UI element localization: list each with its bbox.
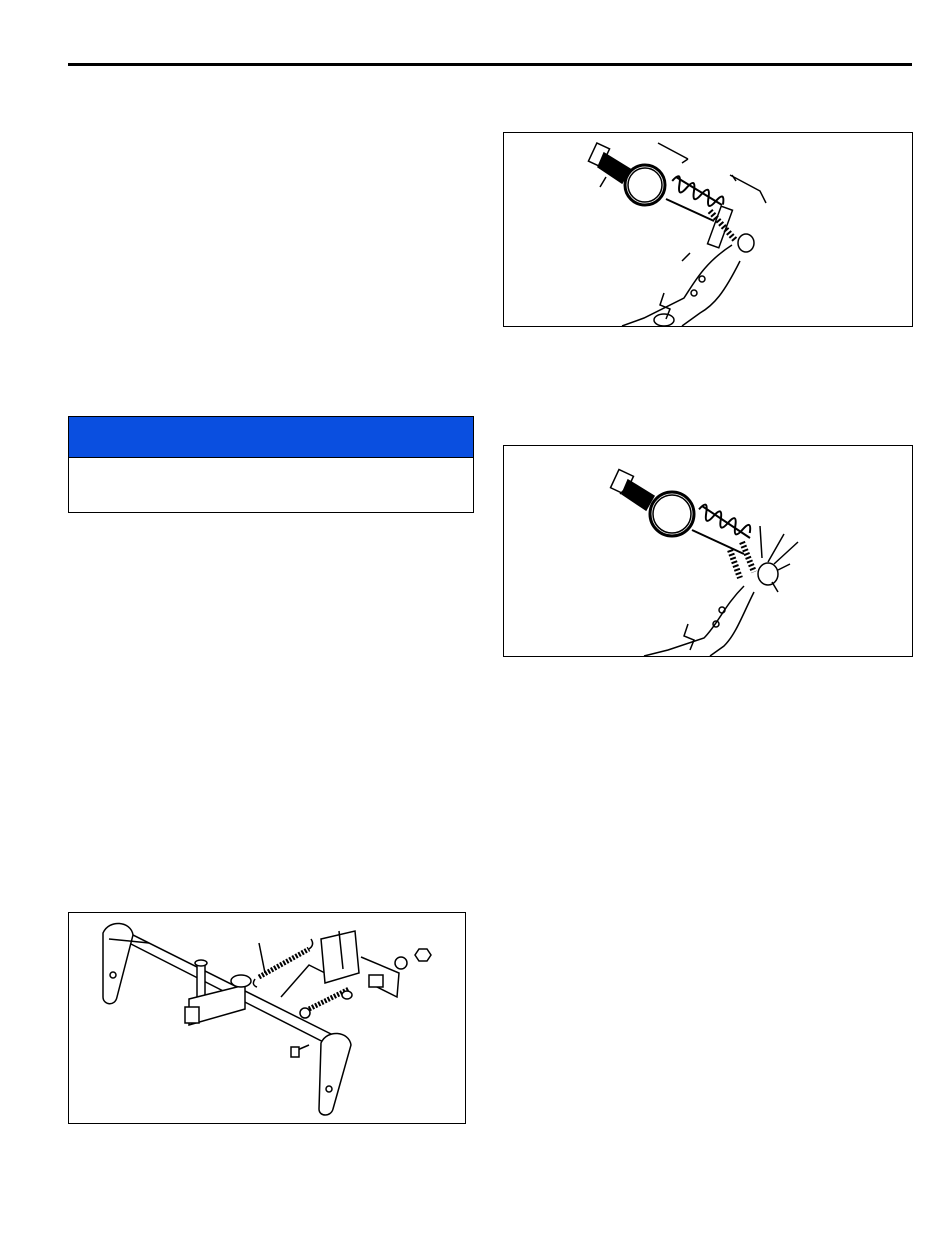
spring-tension-assembly-illustration [504, 446, 912, 656]
header-rule [68, 63, 912, 66]
figure-spring-adjust-bottom [503, 445, 913, 657]
spring-tension-assembly-illustration [504, 133, 912, 326]
notice-body [69, 458, 473, 478]
notice-box [68, 416, 474, 513]
notice-header-bar [69, 417, 473, 458]
deck-lift-shaft-assembly-illustration [69, 913, 465, 1123]
figure-spring-adjust-top [503, 132, 913, 327]
figure-lift-shaft [68, 912, 466, 1124]
